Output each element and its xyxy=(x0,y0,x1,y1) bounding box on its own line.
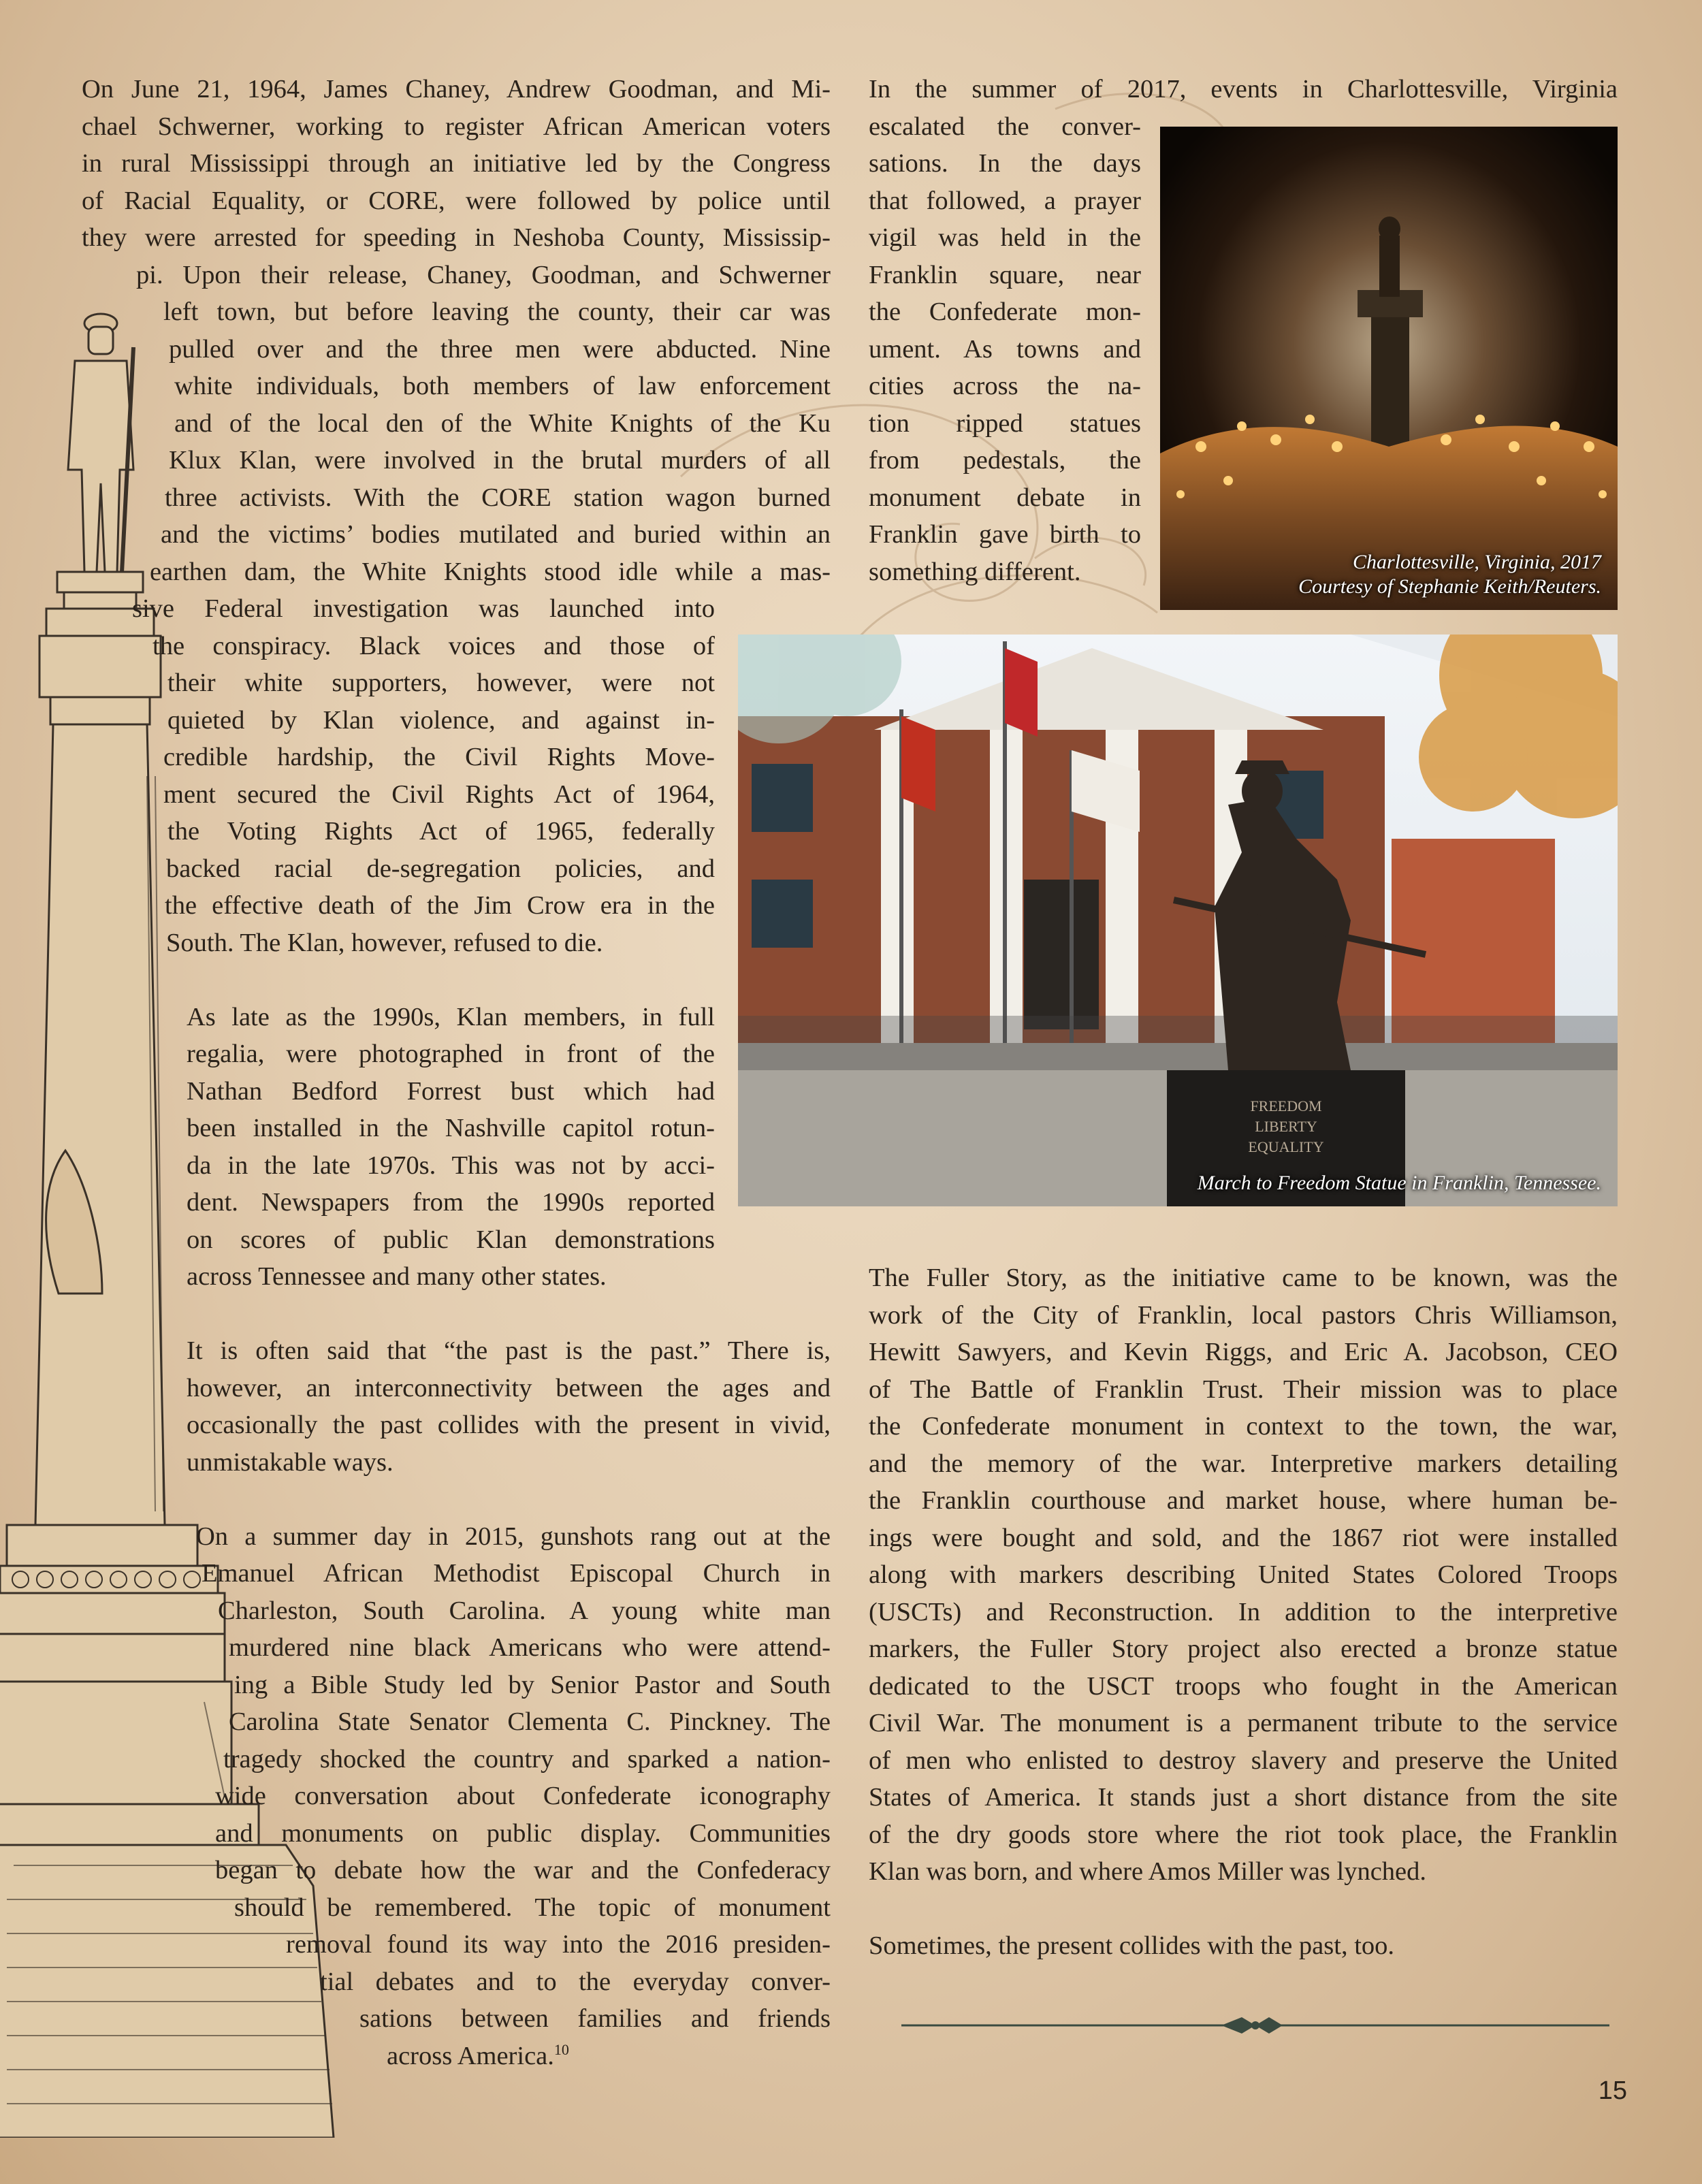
plaque-equality: EQUALITY xyxy=(1248,1138,1324,1155)
text-line: along with markers describing United States Colored Troops xyxy=(869,1560,1618,1589)
text-line: Klux Klan, were involved in the brutal murders of all xyxy=(169,446,831,475)
text-line: credible hardship, the Civil Rights Move- xyxy=(163,743,715,771)
text-line: removal found its way into the 2016 presiden- xyxy=(286,1930,831,1959)
torch-rally-image xyxy=(1160,127,1618,610)
right-bottom-column xyxy=(869,1259,1618,1965)
text-line: On a summer day in 2015, gunshots rang out at the xyxy=(196,1522,831,1551)
text-line: should be remembered. The topic of monument xyxy=(234,1893,831,1922)
text-line: on scores of public Klan demonstrations xyxy=(187,1225,715,1254)
footnote-marker: 10 xyxy=(553,2040,569,2058)
march-to-freedom-photo xyxy=(738,635,1618,1206)
plaque-liberty: LIBERTY xyxy=(1255,1118,1317,1135)
text-line: wide conversation about Confederate iconography xyxy=(215,1782,831,1810)
text-line: of The Battle of Franklin Trust. Their mission was to place xyxy=(869,1375,1618,1404)
text-line: left town, but before leaving the county, their car was xyxy=(163,298,831,326)
text-line: It is often said that “the past is the past.” There is, xyxy=(187,1336,831,1365)
text-line: pulled over and the three men were abducted. Nine xyxy=(169,334,831,364)
text-line: tion ripped statues xyxy=(869,408,1141,438)
text-line: and the victims’ bodies mutilated and buried within an xyxy=(161,520,831,549)
text-line: On June 21, 1964, James Chaney, Andrew Goodman, and Mi- xyxy=(82,75,831,103)
charlottesville-first-line: In the summer of 2017, events in Charlottesville, Virginia xyxy=(869,75,1618,103)
text-line: monument debate in xyxy=(869,483,1141,512)
text-line: Civil War. The monument is a permanent tribute to the service xyxy=(869,1709,1618,1737)
text-line: backed racial de-segregation policies, and xyxy=(166,854,715,883)
text-line: sations between families and friends xyxy=(359,2004,831,2033)
paragraph-1990s-klan xyxy=(82,999,831,1296)
text-line: three activists. With the CORE station wagon burned xyxy=(165,483,831,512)
text-line: murdered nine black Americans who were attend- xyxy=(229,1633,831,1662)
text-line: cities across the na- xyxy=(869,372,1141,400)
text-line: the Franklin courthouse and market house, where human be- xyxy=(869,1486,1618,1515)
text-line: Franklin square, near xyxy=(869,260,1141,289)
text-line: across Tennessee and many other states. xyxy=(187,1262,607,1291)
text-line: from pedestals, the xyxy=(869,446,1141,475)
text-line: that followed, a prayer xyxy=(869,186,1141,215)
ornamental-divider xyxy=(901,2012,1609,2039)
text-line: pi. Upon their release, Chaney, Goodman, and Schwerner xyxy=(136,260,831,289)
franklin-caption: March to Freedom Statue in Franklin, Tennessee. xyxy=(1197,1172,1601,1194)
text-line: Carolina State Senator Clementa C. Pinckney. The xyxy=(229,1707,831,1736)
text-line: South. The Klan, however, refused to die. xyxy=(166,928,603,957)
text-line: Klan was born, and where Amos Miller was lynched. xyxy=(869,1857,1427,1886)
text-line: Emanuel African Methodist Episcopal Church in xyxy=(202,1559,831,1588)
text-line: however, an interconnectivity between the ages and xyxy=(187,1373,831,1402)
text-line: escalated the conver- xyxy=(869,112,1141,141)
paragraph-closing: Sometimes, the present collides with the past, too. xyxy=(869,1931,1395,1960)
text-line: began to debate how the war and the Confederacy xyxy=(215,1856,831,1884)
text-line: dent. Newspapers from the 1990s reported xyxy=(187,1188,715,1217)
text-line: of the dry goods store where the riot took place, the Franklin xyxy=(869,1820,1618,1849)
paragraph-charleston-2015 xyxy=(82,1518,831,2075)
text-line: markers, the Fuller Story project also erected a bronze statue xyxy=(869,1635,1618,1663)
text-line: in rural Mississippi through an initiative led by the Congress xyxy=(82,149,831,178)
text-line: quieted by Klan violence, and against in- xyxy=(167,705,715,735)
paragraph-fuller-story xyxy=(869,1259,1618,1891)
text-line: and of the local den of the White Knights of the Ku xyxy=(174,408,831,438)
text-line: Hewitt Sawyers, and Kevin Riggs, and Eric A. Jacobson, CEO xyxy=(869,1338,1618,1366)
text-line: and the memory of the war. Interpretive markers detailing xyxy=(869,1449,1618,1478)
text-line: across America.$^{10}$ xyxy=(387,2040,569,2070)
text-line: ment secured the Civil Rights Act of 1964, xyxy=(163,780,715,809)
text-line: As late as the 1990s, Klan members, in full xyxy=(187,1002,715,1031)
text-line: sive Federal investigation was launched into xyxy=(132,594,715,623)
text-line: of Racial Equality, or CORE, were followed by police until xyxy=(82,186,831,215)
franklin-statue-image xyxy=(738,635,1618,1206)
text-line: Nathan Bedford Forrest bust which had xyxy=(187,1076,715,1106)
text-line: they were arrested for speeding in Neshoba County, Mississip- xyxy=(82,223,831,252)
paragraph-past-is-past xyxy=(82,1332,831,1481)
paragraph-charlottesville xyxy=(869,108,1141,591)
text-line: the Confederate monument in context to the town, the war, xyxy=(869,1412,1618,1441)
text-line: tial debates and to the everyday conver- xyxy=(320,1967,831,1996)
paragraph-chaney-goodman-schwerner xyxy=(82,71,831,961)
text-line: ument. As towns and xyxy=(869,334,1141,364)
plaque-freedom: FREEDOM xyxy=(1250,1097,1322,1114)
text-line: regalia, were photographed in front of the xyxy=(187,1040,715,1068)
charlottesville-photo xyxy=(1160,127,1618,610)
text-line: the effective death of the Jim Crow era in the xyxy=(165,891,715,920)
text-line: of men who enlisted to destroy slavery and preserve the United xyxy=(869,1746,1618,1775)
text-line: work of the City of Franklin, local pastors Chris Williamson, xyxy=(869,1300,1618,1330)
text-line: Charleston, South Carolina. A young white man xyxy=(218,1596,831,1625)
text-line: the Confederate mon- xyxy=(869,298,1141,326)
text-line: the Voting Rights Act of 1965, federally xyxy=(167,817,715,846)
left-article-column xyxy=(82,71,831,2074)
text-line: white individuals, both members of law enforcement xyxy=(174,372,831,400)
text-line: The Fuller Story, as the initiative came to be known, was the xyxy=(869,1264,1618,1292)
text-line: the conspiracy. Black voices and those of xyxy=(152,631,715,660)
text-line: their white supporters, however, were not xyxy=(167,669,715,697)
text-line: ing a Bible Study led by Senior Pastor and South xyxy=(234,1670,831,1699)
text-line: occasionally the past collides with the present in vivid, xyxy=(187,1411,831,1439)
text-line: (USCTs) and Reconstruction. In addition to the interpretive xyxy=(869,1597,1618,1626)
text-line: chael Schwerner, working to register African American voters xyxy=(82,112,831,141)
text-line: vigil was held in the xyxy=(869,223,1141,252)
text-line: da in the late 1970s. This was not by acci- xyxy=(187,1151,715,1180)
text-line: unmistakable ways. xyxy=(187,1447,394,1477)
text-line: States of America. It stands just a short distance from the site xyxy=(869,1783,1618,1812)
text-line: tragedy shocked the country and sparked a nation- xyxy=(223,1744,831,1773)
text-line: ings were bought and sold, and the 1867 riot were installed xyxy=(869,1523,1618,1552)
charlottesville-caption: Charlottesville, Virginia, 2017 Courtesy of Stephanie Keith/Reuters. xyxy=(1298,551,1601,598)
text-line: dedicated to the USCT troops who fought in the American xyxy=(869,1671,1618,1701)
text-line: been installed in the Nashville capitol rotun- xyxy=(187,1114,715,1142)
text-line: sations. In the days xyxy=(869,149,1141,178)
text-line: something different. xyxy=(869,557,1081,586)
text-line: earthen dam, the White Knights stood idle while a mas- xyxy=(150,557,831,586)
text-line: and monuments on public display. Communities xyxy=(215,1818,831,1848)
page-number: 15 xyxy=(1598,2076,1627,2105)
text-line: Franklin gave birth to xyxy=(869,520,1141,549)
